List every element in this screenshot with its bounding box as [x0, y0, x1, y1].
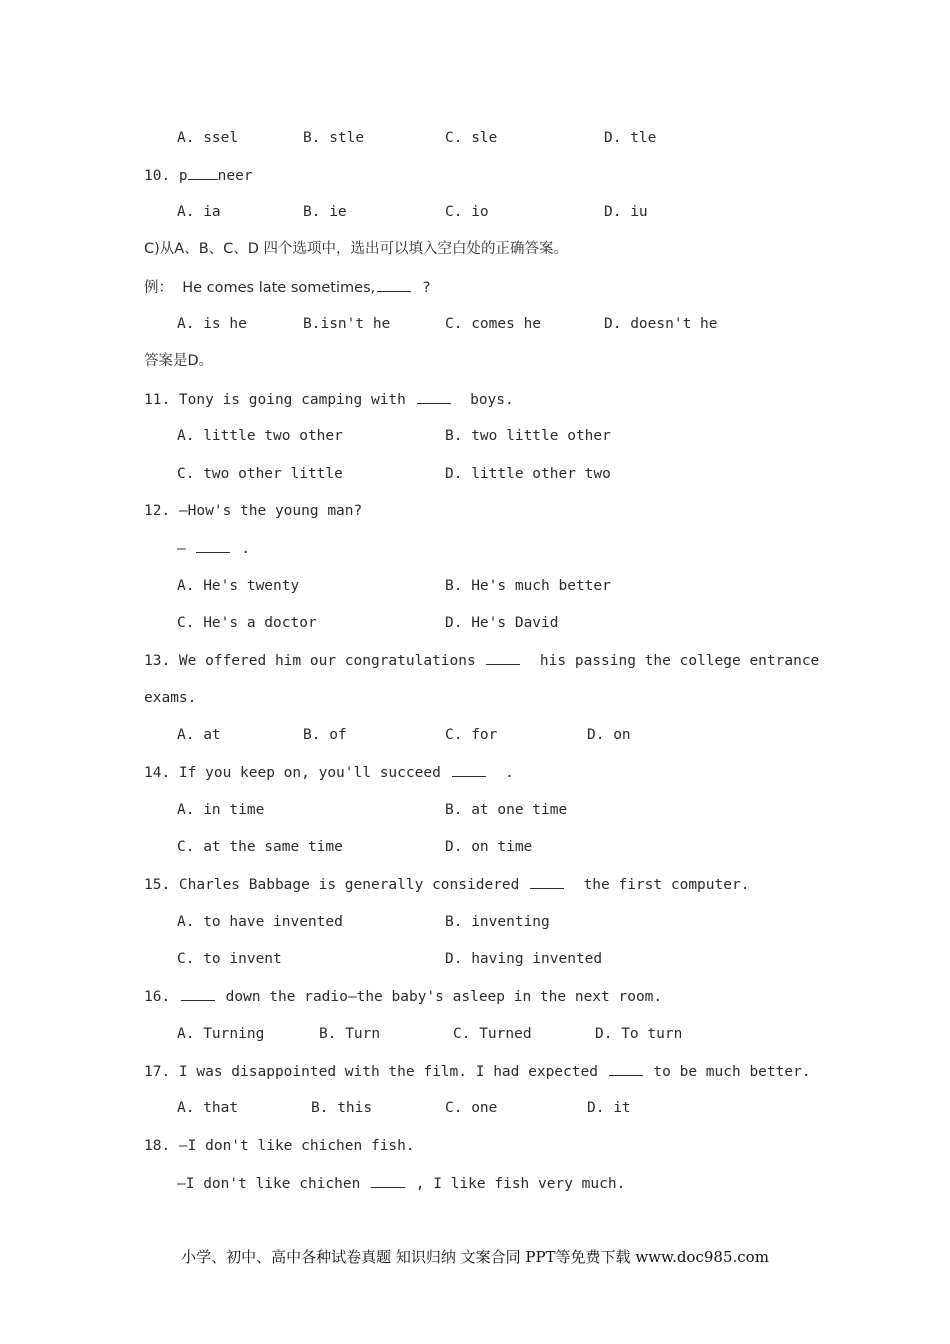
- q17-option-c: C. one: [445, 1100, 498, 1116]
- q14-option-a: A. in time: [177, 802, 265, 818]
- example-option-d: D. doesn't he: [604, 316, 718, 332]
- q15-option-a: A. to have invented: [177, 914, 343, 930]
- q16-option-c: C. Turned: [453, 1026, 532, 1042]
- q9-option-d: D. tle: [604, 130, 657, 146]
- q12-option-a: A. He's twenty: [177, 578, 300, 594]
- q11-option-a: A. little two other: [177, 428, 343, 444]
- q10-option-c: C. io: [445, 204, 489, 220]
- q15-stem: 15. Charles Babbage is generally considered the first computer.: [144, 874, 749, 895]
- q12-option-d: D. He's David: [445, 615, 559, 631]
- q17-option-a: A. that: [177, 1100, 239, 1116]
- example-option-c: C. comes he: [445, 316, 542, 332]
- q10-option-d: D. iu: [604, 204, 648, 220]
- q10-option-b: B. ie: [303, 204, 347, 220]
- q13-option-c: C. for: [445, 727, 498, 743]
- page-footer: 小学、初中、高中各种试卷真题 知识归纳 文案合同 PPT等免费下载 www.doc985.com: [181, 1248, 769, 1266]
- q12-option-c: C. He's a doctor: [177, 615, 317, 631]
- q16-option-d: D. To turn: [595, 1026, 683, 1042]
- example-stem: 例： He comes late sometimes, ?: [144, 277, 431, 298]
- q15-option-c: C. to invent: [177, 951, 282, 967]
- q12-reply: — .: [177, 538, 250, 559]
- q14-option-b: B. at one time: [445, 802, 568, 818]
- q18-reply: —I don't like chichen , I like fish very much.: [177, 1173, 625, 1194]
- q16-option-a: A. Turning: [177, 1026, 265, 1042]
- example-answer: 答案是D。: [144, 353, 214, 369]
- example-option-b: B.isn't he: [303, 316, 391, 332]
- q10-stem: 10. p neer: [144, 165, 253, 186]
- section-c-instruction: C)从A、B、C、D 四个选项中，选出可以填入空白处的正确答案。: [144, 241, 569, 257]
- q10-option-a: A. ia: [177, 204, 221, 220]
- example-option-a: A. is he: [177, 316, 247, 332]
- q14-stem: 14. If you keep on, you'll succeed .: [144, 762, 514, 783]
- q9-option-b: B. stle: [303, 130, 365, 146]
- q11-option-d: D. little other two: [445, 466, 611, 482]
- q11-option-c: C. two other little: [177, 466, 343, 482]
- q9-option-a: A. ssel: [177, 130, 239, 146]
- q15-option-d: D. having invented: [445, 951, 603, 967]
- q13-stem: 13. We offered him our congratulations his passing the college entrance: [144, 650, 819, 671]
- q12-stem: 12. —How's the young man?: [144, 503, 363, 519]
- q15-option-b: B. inventing: [445, 914, 550, 930]
- q13-option-a: A. at: [177, 727, 221, 743]
- q13-option-b: B. of: [303, 727, 347, 743]
- q17-stem: 17. I was disappointed with the film. I had expected to be much better.: [144, 1061, 811, 1082]
- q17-option-b: B. this: [311, 1100, 373, 1116]
- q13-stem-continued: exams.: [144, 690, 197, 706]
- q11-stem: 11. Tony is going camping with boys.: [144, 389, 514, 410]
- q16-option-b: B. Turn: [319, 1026, 381, 1042]
- q18-stem: 18. —I don't like chichen fish.: [144, 1138, 415, 1154]
- q12-option-b: B. He's much better: [445, 578, 611, 594]
- q9-option-c: C. sle: [445, 130, 498, 146]
- q16-stem: 16. down the radio—the baby's asleep in the next room.: [144, 986, 662, 1007]
- q13-option-d: D. on: [587, 727, 631, 743]
- q14-option-c: C. at the same time: [177, 839, 343, 855]
- q11-option-b: B. two little other: [445, 428, 611, 444]
- q14-option-d: D. on time: [445, 839, 533, 855]
- q17-option-d: D. it: [587, 1100, 631, 1116]
